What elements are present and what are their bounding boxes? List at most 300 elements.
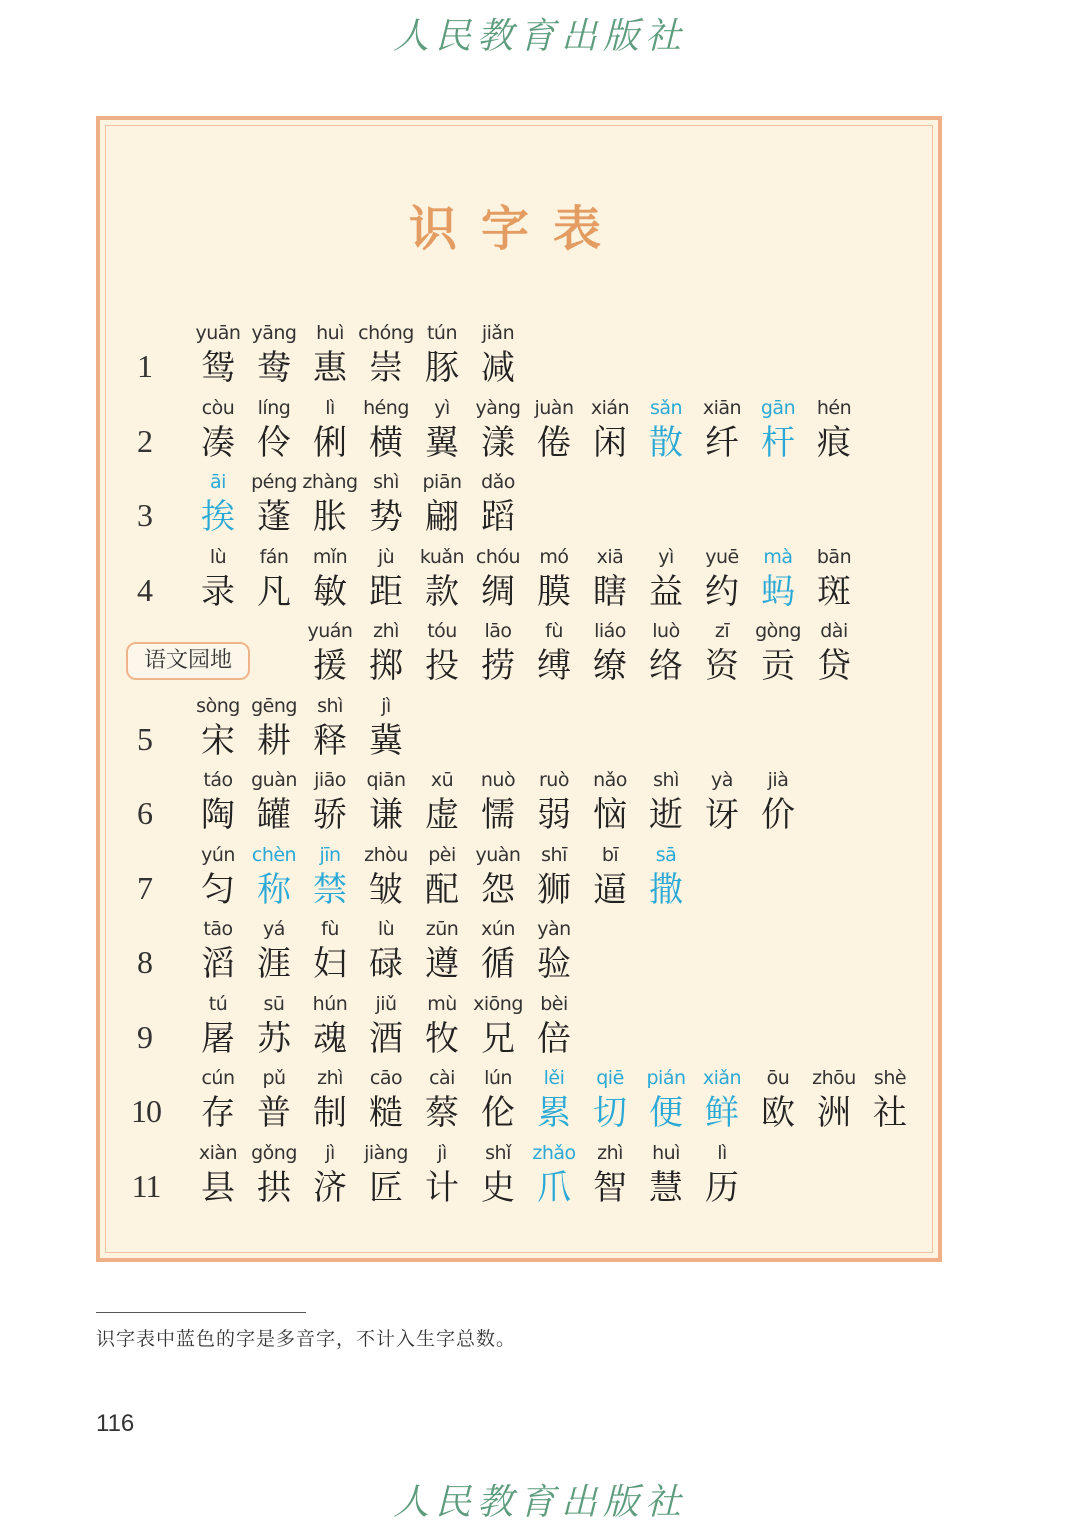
- hanzi: 瞎: [593, 572, 627, 612]
- hanzi: 苏: [257, 1019, 291, 1059]
- pinyin: chóu: [475, 546, 521, 568]
- character-cell: [582, 1140, 638, 1210]
- hanzi: 牧: [425, 1019, 459, 1059]
- pinyin: nǎo: [593, 769, 627, 791]
- pinyin: zhòu: [364, 844, 408, 866]
- lesson-number: 10: [131, 1093, 161, 1129]
- pinyin: qiān: [366, 769, 406, 791]
- character-cell: [190, 1065, 246, 1135]
- character-cell: [470, 916, 526, 986]
- pinyin: tún: [426, 322, 458, 344]
- character-cell: [302, 916, 358, 986]
- pinyin: yì: [658, 546, 674, 568]
- footnote: 识字表中蓝色的字是多音字，不计入生字总数。: [96, 1328, 517, 1350]
- hanzi: 惠: [313, 348, 347, 388]
- table-row: [0, 395, 1080, 465]
- lesson-number: 11: [131, 1168, 161, 1204]
- pinyin: jiǎn: [481, 322, 515, 344]
- hanzi: 宋: [201, 721, 235, 761]
- hanzi: 禁: [313, 870, 347, 910]
- pinyin: pián: [646, 1067, 686, 1089]
- character-cell: [470, 395, 526, 465]
- character-cell: [358, 395, 414, 465]
- hanzi: 俐: [313, 423, 347, 463]
- pinyin: xiàn: [198, 1142, 238, 1164]
- hanzi: 凡: [257, 572, 291, 612]
- pinyin: yá: [263, 918, 285, 940]
- hanzi: 魂: [313, 1019, 347, 1059]
- pinyin: xiān: [702, 397, 742, 419]
- character-cell: [302, 395, 358, 465]
- character-cell: [358, 320, 414, 390]
- character-cell: [246, 544, 302, 614]
- pinyin: zhì: [373, 620, 399, 642]
- pinyin: cài: [429, 1067, 455, 1089]
- pinyin: qiē: [596, 1067, 624, 1089]
- hanzi: 益: [649, 572, 683, 612]
- hanzi: 蹈: [481, 497, 515, 537]
- hanzi: 罐: [257, 795, 291, 835]
- hanzi: 豚: [425, 348, 459, 388]
- hanzi: 匠: [369, 1168, 403, 1208]
- character-cell: [302, 544, 358, 614]
- character-cell: [302, 469, 358, 539]
- pinyin: mǐn: [312, 546, 348, 568]
- pinyin: líng: [257, 397, 291, 419]
- pinyin: xiā: [596, 546, 624, 568]
- character-cell: [358, 916, 414, 986]
- hanzi: 济: [313, 1168, 347, 1208]
- pinyin: shì: [317, 695, 343, 717]
- pinyin: pèi: [428, 844, 456, 866]
- character-cell: [414, 916, 470, 986]
- hanzi: 慧: [649, 1168, 683, 1208]
- polyphonic-character-cell: [526, 1065, 582, 1135]
- character-cell: [694, 767, 750, 837]
- character-cell: [470, 1065, 526, 1135]
- pinyin: tú: [208, 993, 228, 1015]
- character-cell: [246, 991, 302, 1061]
- character-cell: [470, 320, 526, 390]
- hanzi: 骄: [313, 795, 347, 835]
- hanzi: 爪: [537, 1168, 571, 1208]
- pinyin: gòng: [755, 620, 801, 642]
- character-cell: [470, 842, 526, 912]
- character-cell: [638, 1140, 694, 1210]
- polyphonic-character-cell: [694, 1065, 750, 1135]
- hanzi: 约: [705, 572, 739, 612]
- character-cell: [414, 618, 470, 688]
- character-cell: [302, 1065, 358, 1135]
- pinyin: yàng: [475, 397, 521, 419]
- pinyin: chóng: [358, 322, 414, 344]
- character-cell: [806, 1065, 862, 1135]
- pinyin: jiàng: [364, 1142, 408, 1164]
- pinyin: lù: [377, 918, 395, 940]
- table-row: [0, 320, 1080, 390]
- polyphonic-character-cell: [526, 1140, 582, 1210]
- hanzi: 碌: [369, 944, 403, 984]
- table-row: [0, 693, 1080, 763]
- character-cell: [190, 916, 246, 986]
- character-cell: [302, 1140, 358, 1210]
- character-cell: [806, 618, 862, 688]
- pinyin: shǐ: [485, 1142, 511, 1164]
- page-title: 识字表: [408, 201, 625, 257]
- hanzi: 斑: [817, 572, 851, 612]
- pinyin: bān: [816, 546, 852, 568]
- character-cell: [526, 618, 582, 688]
- character-cell: [414, 842, 470, 912]
- polyphonic-character-cell: [750, 395, 806, 465]
- hanzi: 价: [761, 795, 795, 835]
- character-cell: [750, 1065, 806, 1135]
- pinyin: mó: [539, 546, 569, 568]
- hanzi: 遵: [425, 944, 459, 984]
- table-row: [0, 916, 1080, 986]
- hanzi: 闲: [593, 423, 627, 463]
- pinyin: luò: [652, 620, 680, 642]
- hanzi: 虚: [425, 795, 459, 835]
- pinyin: lì: [717, 1142, 727, 1164]
- character-cell: [190, 767, 246, 837]
- character-cell: [470, 469, 526, 539]
- character-cell: [414, 544, 470, 614]
- character-cell: [358, 767, 414, 837]
- pinyin: yuán: [307, 620, 353, 642]
- pinyin: sòng: [196, 695, 240, 717]
- hanzi: 蚂: [761, 572, 795, 612]
- pinyin: xiǎn: [702, 1067, 742, 1089]
- character-cell: [414, 991, 470, 1061]
- hanzi: 撒: [649, 870, 683, 910]
- hanzi: 蔡: [425, 1093, 459, 1133]
- character-cell: [358, 469, 414, 539]
- hanzi: 痕: [817, 423, 851, 463]
- hanzi: 纤: [705, 423, 739, 463]
- pinyin: zhì: [317, 1067, 343, 1089]
- pinyin: liáo: [594, 620, 626, 642]
- character-cell: [806, 544, 862, 614]
- pinyin: zhàng: [302, 471, 358, 493]
- character-cell: [246, 469, 302, 539]
- lesson-number: 8: [137, 944, 153, 980]
- pinyin: sā: [655, 844, 677, 866]
- table-row: [0, 469, 1080, 539]
- character-cell: [470, 618, 526, 688]
- hanzi: 援: [313, 646, 347, 686]
- pinyin: xún: [481, 918, 515, 940]
- hanzi: 讶: [705, 795, 739, 835]
- lesson-number: 1: [137, 348, 153, 384]
- hanzi: 循: [481, 944, 515, 984]
- pinyin: sǎn: [649, 397, 683, 419]
- hanzi: 凑: [201, 423, 235, 463]
- lesson-number: 3: [137, 497, 153, 533]
- character-cell: [358, 618, 414, 688]
- hanzi: 伦: [481, 1093, 515, 1133]
- character-cell: [414, 320, 470, 390]
- hanzi: 散: [649, 423, 683, 463]
- pinyin: juàn: [534, 397, 574, 419]
- character-cell: [358, 991, 414, 1061]
- pinyin: péng: [251, 471, 297, 493]
- pinyin: jià: [767, 769, 789, 791]
- hanzi: 逝: [649, 795, 683, 835]
- pinyin: lěi: [543, 1067, 565, 1089]
- hanzi: 逼: [593, 870, 627, 910]
- character-cell: [694, 395, 750, 465]
- hanzi: 糙: [369, 1093, 403, 1133]
- pinyin: xiōng: [473, 993, 523, 1015]
- hanzi: 计: [425, 1168, 459, 1208]
- character-cell: [302, 320, 358, 390]
- character-cell: [750, 618, 806, 688]
- hanzi: 蓬: [257, 497, 291, 537]
- pinyin: hún: [312, 993, 348, 1015]
- hanzi: 绸: [481, 572, 515, 612]
- character-cell: [358, 693, 414, 763]
- hanzi: 便: [649, 1093, 683, 1133]
- hanzi: 匀: [201, 870, 235, 910]
- character-cell: [582, 544, 638, 614]
- hanzi: 鲜: [705, 1093, 739, 1133]
- lesson-number: 7: [137, 870, 153, 906]
- page-number: 116: [96, 1410, 135, 1437]
- hanzi: 冀: [369, 721, 403, 761]
- hanzi: 拱: [257, 1168, 291, 1208]
- pinyin: fù: [545, 620, 563, 642]
- character-cell: [526, 991, 582, 1061]
- character-cell: [358, 1065, 414, 1135]
- table-row: [0, 1140, 1080, 1210]
- pinyin: gān: [760, 397, 796, 419]
- character-cell: [694, 618, 750, 688]
- polyphonic-character-cell: [302, 842, 358, 912]
- hanzi: 翼: [425, 423, 459, 463]
- pinyin: huì: [652, 1142, 680, 1164]
- character-cell: [414, 395, 470, 465]
- hanzi: 款: [425, 572, 459, 612]
- hanzi: 存: [201, 1093, 235, 1133]
- section-badge: 语文园地: [126, 642, 250, 680]
- pinyin: héng: [363, 397, 409, 419]
- pinyin: yì: [434, 397, 450, 419]
- pinyin: zhì: [597, 1142, 623, 1164]
- pinyin: mà: [763, 546, 793, 568]
- pinyin: cāo: [369, 1067, 403, 1089]
- character-cell: [190, 395, 246, 465]
- character-cell: [190, 991, 246, 1061]
- table-row: [0, 544, 1080, 614]
- pinyin: shè: [873, 1067, 907, 1089]
- character-cell: [526, 916, 582, 986]
- pinyin: cún: [201, 1067, 235, 1089]
- hanzi: 陶: [201, 795, 235, 835]
- hanzi: 兄: [481, 1019, 515, 1059]
- pinyin: jīn: [319, 844, 341, 866]
- hanzi: 翩: [425, 497, 459, 537]
- character-cell: [358, 1140, 414, 1210]
- pinyin: yàn: [537, 918, 571, 940]
- pinyin: jì: [325, 1142, 335, 1164]
- pinyin: tāo: [203, 918, 233, 940]
- pinyin: piān: [422, 471, 462, 493]
- pinyin: jì: [381, 695, 391, 717]
- character-cell: [750, 767, 806, 837]
- hanzi: 滔: [201, 944, 235, 984]
- character-cell: [302, 693, 358, 763]
- hanzi: 屠: [201, 1019, 235, 1059]
- character-cell: [638, 767, 694, 837]
- character-cell: [358, 842, 414, 912]
- hanzi: 投: [425, 646, 459, 686]
- hanzi: 验: [537, 944, 571, 984]
- hanzi: 欧: [761, 1093, 795, 1133]
- hanzi: 崇: [369, 348, 403, 388]
- pinyin: tóu: [427, 620, 457, 642]
- pinyin: hén: [816, 397, 852, 419]
- polyphonic-character-cell: [638, 842, 694, 912]
- character-cell: [582, 842, 638, 912]
- pinyin: jiāo: [314, 769, 346, 791]
- hanzi: 谦: [369, 795, 403, 835]
- character-cell: [638, 544, 694, 614]
- pinyin: còu: [201, 397, 235, 419]
- character-cell: [190, 693, 246, 763]
- hanzi: 历: [705, 1168, 739, 1208]
- character-cell: [582, 395, 638, 465]
- table-row: [0, 842, 1080, 912]
- hanzi: 妇: [313, 944, 347, 984]
- character-cell: [246, 693, 302, 763]
- hanzi: 狮: [537, 870, 571, 910]
- character-cell: [246, 320, 302, 390]
- lesson-number: 9: [137, 1019, 153, 1055]
- pinyin: jì: [437, 1142, 447, 1164]
- pinyin: zhōu: [812, 1067, 856, 1089]
- pinyin: huì: [316, 322, 344, 344]
- publisher-watermark-top: 人民教育出版社: [392, 16, 687, 57]
- character-cell: [526, 544, 582, 614]
- character-cell: [694, 544, 750, 614]
- hanzi: 恼: [593, 795, 627, 835]
- hanzi: 倍: [537, 1019, 571, 1059]
- character-cell: [246, 1140, 302, 1210]
- polyphonic-character-cell: [582, 1065, 638, 1135]
- hanzi: 皱: [369, 870, 403, 910]
- character-cell: [358, 544, 414, 614]
- hanzi: 减: [481, 348, 515, 388]
- character-cell: [470, 544, 526, 614]
- hanzi: 史: [481, 1168, 515, 1208]
- hanzi: 切: [593, 1093, 627, 1133]
- character-cell: [862, 1065, 918, 1135]
- pinyin: gēng: [251, 695, 297, 717]
- character-cell: [582, 618, 638, 688]
- hanzi: 洲: [817, 1093, 851, 1133]
- pinyin: nuò: [480, 769, 516, 791]
- pinyin: yuē: [705, 546, 739, 568]
- pinyin: jiǔ: [375, 993, 397, 1015]
- pinyin: zhǎo: [532, 1142, 576, 1164]
- pinyin: bèi: [540, 993, 568, 1015]
- character-cell: [190, 544, 246, 614]
- character-cell: [246, 916, 302, 986]
- pinyin: dài: [820, 620, 848, 642]
- hanzi: 距: [369, 572, 403, 612]
- character-cell: [302, 991, 358, 1061]
- character-cell: [470, 767, 526, 837]
- pinyin: chèn: [251, 844, 297, 866]
- hanzi: 制: [313, 1093, 347, 1133]
- lesson-number: 5: [137, 721, 153, 757]
- hanzi: 智: [593, 1168, 627, 1208]
- footnote-divider: [96, 1312, 306, 1313]
- pinyin: táo: [203, 769, 233, 791]
- character-cell: [470, 991, 526, 1061]
- character-cell: [414, 1065, 470, 1135]
- character-cell: [806, 395, 862, 465]
- hanzi: 称: [257, 870, 291, 910]
- character-cell: [190, 320, 246, 390]
- pinyin: mù: [427, 993, 457, 1015]
- hanzi: 贷: [817, 646, 851, 686]
- character-cell: [246, 1065, 302, 1135]
- lesson-number: 6: [137, 795, 153, 831]
- hanzi: 懦: [481, 795, 515, 835]
- pinyin: jù: [377, 546, 395, 568]
- pinyin: lún: [484, 1067, 512, 1089]
- table-row: [0, 1065, 1080, 1135]
- character-cell: [414, 1140, 470, 1210]
- hanzi: 耕: [257, 721, 291, 761]
- hanzi: 酒: [369, 1019, 403, 1059]
- pinyin: yà: [711, 769, 733, 791]
- pinyin: shī: [541, 844, 567, 866]
- hanzi: 捞: [481, 646, 515, 686]
- pinyin: lāo: [484, 620, 512, 642]
- character-cell: [414, 767, 470, 837]
- polyphonic-character-cell: [750, 544, 806, 614]
- character-cell: [526, 395, 582, 465]
- table-row: [0, 618, 1080, 688]
- hanzi: 横: [369, 423, 403, 463]
- pinyin: yuān: [195, 322, 241, 344]
- pinyin: dǎo: [481, 471, 515, 493]
- pinyin: yún: [201, 844, 235, 866]
- hanzi: 录: [201, 572, 235, 612]
- character-cell: [414, 469, 470, 539]
- character-cell: [246, 395, 302, 465]
- hanzi: 势: [369, 497, 403, 537]
- pinyin: kuǎn: [419, 546, 465, 568]
- hanzi: 累: [537, 1093, 571, 1133]
- pinyin: fán: [259, 546, 289, 568]
- pinyin: ruò: [539, 769, 569, 791]
- polyphonic-character-cell: [190, 469, 246, 539]
- character-cell: [638, 618, 694, 688]
- hanzi: 伶: [257, 423, 291, 463]
- pinyin: xián: [590, 397, 630, 419]
- hanzi: 络: [649, 646, 683, 686]
- pinyin: lù: [209, 546, 227, 568]
- polyphonic-character-cell: [638, 395, 694, 465]
- character-cell: [302, 767, 358, 837]
- character-cell: [470, 1140, 526, 1210]
- pinyin: ōu: [766, 1067, 790, 1089]
- polyphonic-character-cell: [638, 1065, 694, 1135]
